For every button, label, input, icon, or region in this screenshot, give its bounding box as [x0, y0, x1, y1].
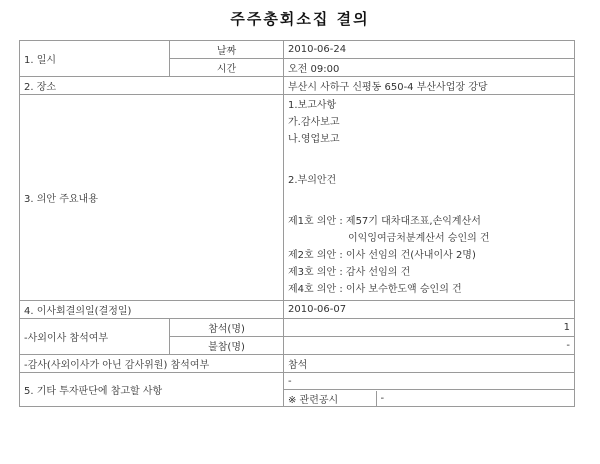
present-value: 1: [284, 319, 575, 337]
agenda-line: 제3호 의안 : 감사 선임의 건: [288, 267, 411, 278]
agenda-line: 제4호 의안 : 이사 보수한도액 승인의 건: [288, 284, 462, 295]
agenda-spacer: [288, 148, 570, 172]
agenda-line: 가.감사보고: [288, 117, 340, 128]
table-row: [20, 373, 575, 390]
agenda-content: [284, 95, 575, 301]
present-label: 참석(명): [170, 319, 284, 337]
date-value: 2010-06-24: [284, 41, 575, 59]
table-row: [20, 41, 575, 59]
other-value: -: [284, 373, 575, 390]
table-row: [20, 95, 575, 301]
agenda-line: 나.영업보고: [288, 134, 340, 145]
related-disclosure-cell: [284, 390, 575, 407]
absent-label: 불참(명): [170, 337, 284, 355]
agenda-line: 제2호 의안 : 이사 선임의 건(사내이사 2명): [288, 250, 476, 261]
table-row: [20, 301, 575, 319]
absent-value: -: [284, 337, 575, 355]
time-sub-label: 시간: [170, 59, 284, 77]
date-sub-label: 날짜: [170, 41, 284, 59]
other-label: 5. 기타 투자판단에 참고할 사항: [20, 373, 284, 407]
auditor-value: 참석: [284, 355, 575, 373]
related-disclosure-label: ※ 관련공시: [288, 394, 339, 406]
auditor-label: -감사(사외이사가 아닌 감사위원) 참석여부: [20, 355, 284, 373]
agenda-label: 3. 의안 주요내용: [20, 95, 284, 301]
place-value: 부산시 사하구 신평동 650-4 부산사업장 강당: [284, 77, 575, 95]
outside-director-label: -사외이사 참석여부: [20, 319, 170, 355]
agenda-line: 1.보고사항: [288, 100, 337, 111]
page-title: 주주총회소집 결의: [230, 10, 370, 28]
place-label: 2. 장소: [20, 77, 284, 95]
board-date-value: 2010-06-07: [284, 301, 575, 319]
related-disclosure-subtable: [288, 391, 570, 406]
table-row: [20, 77, 575, 95]
related-disclosure-value: -: [376, 391, 570, 406]
date-label: 1. 일시: [20, 41, 170, 77]
agenda-line: 2.부의안건: [288, 175, 337, 186]
table-row: [20, 319, 575, 337]
agenda-spacer: [288, 189, 570, 213]
table-row: [20, 355, 575, 373]
resolution-table: [19, 40, 575, 407]
board-date-label: 4. 이사회결의일(결정일): [20, 301, 284, 319]
agenda-line: 이익잉여금처분계산서 승인의 건: [348, 233, 490, 244]
agenda-line: 제1호 의안 : 제57기 대차대조표,손익계산서: [288, 216, 481, 227]
time-value: 오전 09:00: [284, 59, 575, 77]
